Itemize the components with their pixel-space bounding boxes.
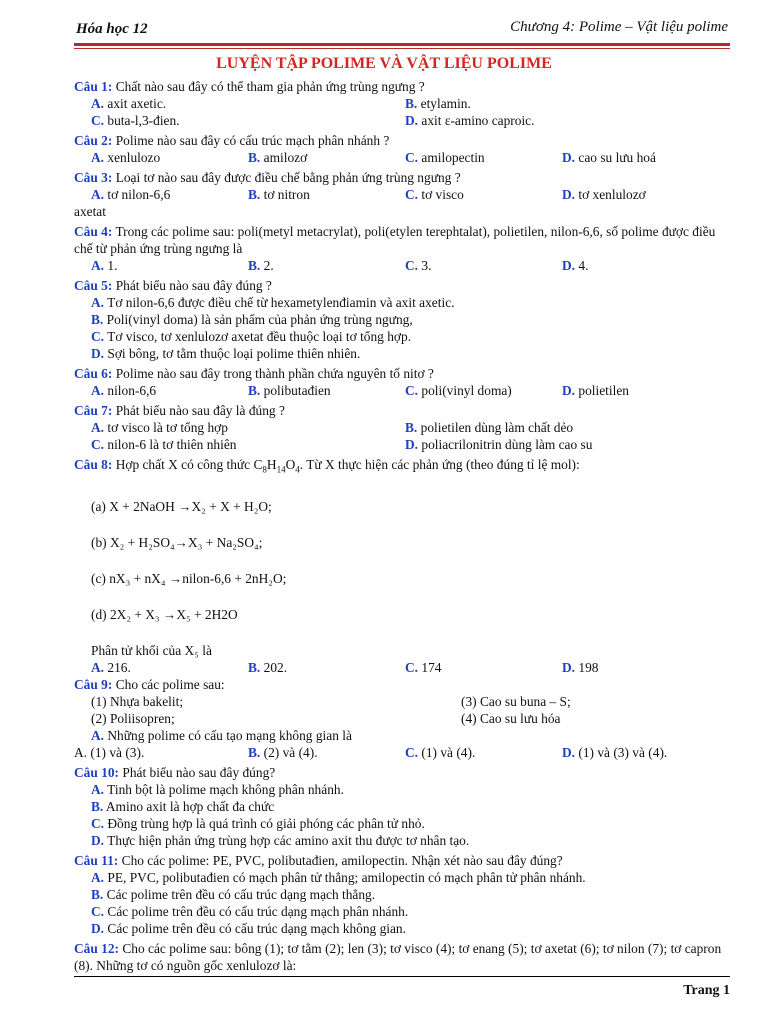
header-rule-thin: [74, 48, 730, 49]
question-1: [74, 78, 734, 95]
option-d-continued: axetat: [74, 204, 106, 219]
option-c[interactable]: C. amilopectin: [405, 150, 485, 165]
question-7: Câu 7: Phát biểu nào sau đây là đúng ?: [74, 403, 285, 418]
option-c[interactable]: C. buta-l,3-đien.: [91, 113, 180, 128]
header-subject: Hóa học 12: [76, 21, 148, 37]
option-b[interactable]: B. (2) và (4).: [248, 744, 318, 760]
option-c[interactable]: C. Đồng trùng hợp là quá trình có giải phóng các phân tử nhỏ.: [91, 815, 425, 831]
option-b[interactable]: B. polietilen dùng làm chất dẻo: [405, 420, 574, 435]
option-a[interactable]: A. tơ visco là tơ tổng hợp: [91, 420, 228, 435]
options: [74, 186, 734, 203]
option-d[interactable]: D. 4.: [562, 258, 589, 273]
option-b[interactable]: B. polibutađien: [248, 383, 331, 398]
question-8: Câu 8: Hợp chất X có công thức $C_8H_{14}O_4$. Từ X thực hiện các phản ứng (theo đúng tỉ lệ mol):: [74, 457, 580, 475]
options: [74, 659, 734, 676]
option-c[interactable]: C. tơ visco: [405, 187, 464, 202]
option-b[interactable]: B. Poli(vinyl doma) là sản phẩm của phản ứng trùng ngưng,: [91, 312, 413, 327]
option-c[interactable]: C. Các polime trên đều có cấu trúc dạng mạch phân nhánh.: [91, 903, 409, 919]
list-item: (1) Nhựa bakelit;: [91, 693, 184, 709]
question-4: Câu 4: Trong các polime sau: poli(metyl metacrylat), poli(etylen terephtalat), polietilen, nilon-6,6, số polime được điều chế từ phản ứng trùng ngưng là: [74, 224, 716, 256]
option-d[interactable]: D. Thực hiện phản ứng trùng hợp các amino axit thu được tơ nhân tạo.: [91, 832, 470, 848]
option-c[interactable]: C. 3.: [405, 258, 432, 273]
option-a[interactable]: A. Tinh bột là polime mạch không phân nhánh.: [91, 781, 344, 797]
option-d[interactable]: D. Các polime trên đều có cấu trúc dạng mạch không gian.: [91, 920, 406, 936]
options: [74, 257, 734, 274]
reaction-c: (c) nX₃ + nX₄ →nilon-6,6 + 2nH₂O;: [91, 570, 287, 586]
option-b[interactable]: B. 202.: [248, 659, 288, 675]
question-9: Câu 9: Cho các polime sau:: [74, 676, 225, 692]
reaction-d: (d) 2X₂ + X₃ →X₅ + 2H2O: [91, 606, 238, 622]
question-ask: Phân tử khối của X₅ là: [91, 642, 212, 658]
option-c[interactable]: C. nilon-6 là tơ thiên nhiên: [91, 437, 237, 452]
question-number: Câu 1:: [74, 79, 113, 94]
page-number: Trang 1: [683, 983, 730, 998]
option-d[interactable]: D. axit ε-amino caproic.: [405, 113, 535, 128]
options: [74, 382, 734, 399]
option-a[interactable]: A. xenlulozo: [91, 150, 161, 165]
options: [74, 419, 734, 453]
option-a[interactable]: A. 1.: [91, 258, 118, 273]
list-item: (2) Poliisopren;: [91, 710, 175, 726]
question-list: [74, 78, 734, 974]
option-d[interactable]: D. (1) và (3) và (4).: [562, 744, 668, 760]
reaction-a: (a) X + 2NaOH →X₂ + X + H₂O;: [91, 498, 272, 514]
option-b[interactable]: B. 2.: [248, 258, 274, 273]
option-d[interactable]: D. 198: [562, 659, 599, 675]
question-6: Câu 6: Polime nào sau đây trong thành phần chứa nguyên tố nitơ ?: [74, 366, 434, 381]
question-12: Câu 12: Cho các polime sau: bông (1); tơ tằm (2); len (3); tơ visco (4); tơ enang (5); tơ axetat (6); tơ nilon (7); tơ capron (8). Những tơ có nguồn gốc xenlulozơ là:: [74, 940, 722, 973]
option-c[interactable]: C. poli(vinyl doma): [405, 383, 512, 398]
options: [74, 149, 734, 166]
option-d[interactable]: D. cao su lưu hoá: [562, 150, 656, 165]
option-a[interactable]: A. nilon-6,6: [91, 383, 157, 398]
option-a[interactable]: A. axit axetic.: [91, 96, 167, 111]
option-a[interactable]: A. tơ nilon-6,6: [91, 187, 171, 202]
option-b[interactable]: B. Các polime trên đều có cấu trúc dạng mạch thẳng.: [91, 886, 376, 902]
option-c[interactable]: C. (1) và (4).: [405, 744, 476, 760]
question-text: Chất nào sau đây có thể tham gia phản ứng trùng ngưng ?: [115, 79, 425, 94]
option-a[interactable]: A. (1) và (3).: [74, 744, 145, 760]
polymer-list: [74, 693, 734, 710]
option-a[interactable]: A. PE, PVC, polibutađien có mạch phân tử thẳng; amilopectin có mạch phân tử phân nhánh.: [91, 869, 586, 885]
question-2: Câu 2: Polime nào sau đây có cấu trúc mạch phân nhánh ?: [74, 133, 390, 148]
option-d[interactable]: D. Sợi bông, tơ tằm thuộc loại polime thiên nhiên.: [91, 346, 361, 361]
option-b[interactable]: B. etylamin.: [405, 96, 471, 111]
option-a[interactable]: A. Tơ nilon-6,6 được điều chế từ hexametylenđiamin và axit axetic.: [91, 295, 455, 310]
option-d[interactable]: D. poliacrilonitrin dùng làm cao su: [405, 437, 593, 452]
option-c[interactable]: C. Tơ visco, tơ xenlulozơ axetat đều thuộc loại tơ tổng hợp.: [91, 329, 412, 344]
options: [74, 95, 734, 129]
question-11: Câu 11: Cho các polime: PE, PVC, polibutađien, amilopectin. Nhận xét nào sau đây đúng?: [74, 852, 563, 868]
option-b[interactable]: B. amilozơ: [248, 150, 308, 165]
option-c[interactable]: C. 174: [405, 659, 442, 675]
polymer-list: [74, 710, 734, 727]
option-b[interactable]: B. tơ nitron: [248, 187, 310, 202]
option-d[interactable]: D. polietilen: [562, 383, 629, 398]
question-ask: A. Những polime có cấu tạo mạng không gian là: [91, 727, 352, 743]
options: [74, 744, 734, 761]
option-a[interactable]: A. 216.: [91, 659, 131, 675]
list-item: (3) Cao su buna – S;: [461, 693, 571, 709]
page-title: LUYỆN TẬP POLIME VÀ VẬT LIỆU POLIME: [216, 55, 552, 72]
reaction-b: (b) X₂ + H₂SO₄→X₃ + Na₂SO₄;: [91, 534, 263, 550]
question-10: Câu 10: Phát biểu nào sau đây đúng?: [74, 764, 276, 780]
question-5: Câu 5: Phát biểu nào sau đây đúng ?: [74, 278, 272, 293]
option-b[interactable]: B. Amino axit là hợp chất đa chức: [91, 798, 275, 814]
header-chapter: Chương 4: Polime – Vật liệu polime: [510, 19, 728, 35]
header-rule: [74, 43, 730, 46]
list-item: (4) Cao su lưu hóa: [461, 710, 561, 726]
footer-rule: [74, 976, 730, 977]
option-d[interactable]: D. tơ xenlulozơ: [562, 187, 646, 202]
question-3: Câu 3: Loại tơ nào sau đây được điều chế bằng phản ứng trùng ngưng ?: [74, 170, 461, 185]
